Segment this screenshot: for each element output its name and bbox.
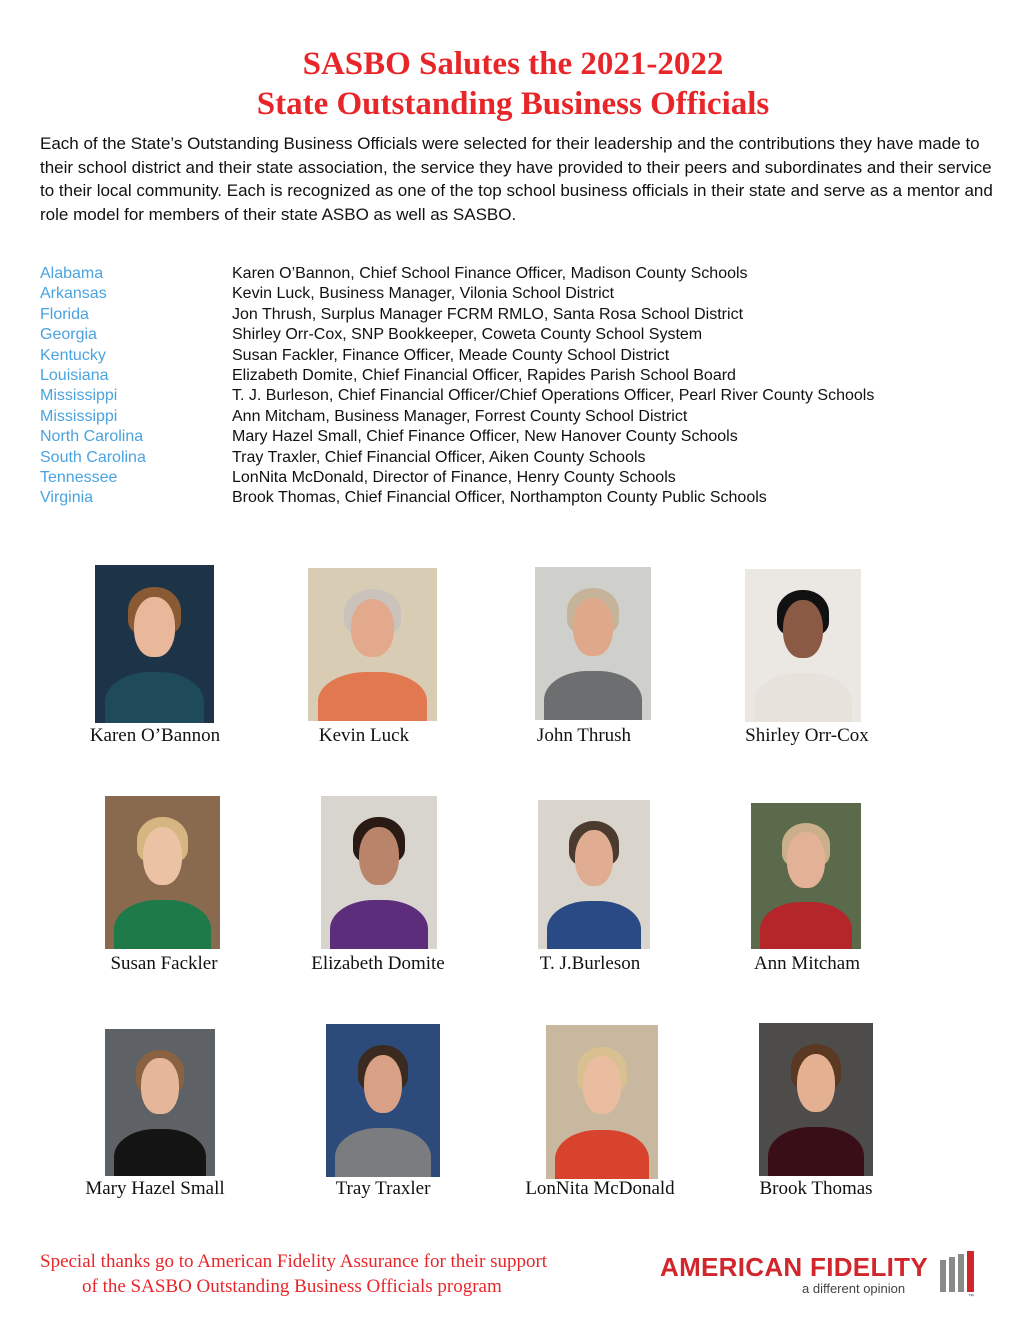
logo-tagline: a different opinion xyxy=(802,1281,906,1296)
portrait-caption: Mary Hazel Small xyxy=(85,1178,225,1199)
roster-person: Shirley Orr-Cox, SNP Bookkeeper, Coweta County School System xyxy=(232,326,703,344)
roster-state: Alabama xyxy=(40,265,104,282)
photo-clothes xyxy=(768,1127,864,1176)
photo-clothes xyxy=(105,672,205,723)
photo-face xyxy=(359,827,398,885)
roster-person: Jon Thrush, Surplus Manager FCRM RMLO, Santa Rosa School District xyxy=(232,305,744,323)
portrait-photo xyxy=(546,1025,658,1179)
portrait-photo xyxy=(535,567,651,720)
portrait-photo xyxy=(751,803,861,949)
roster-row xyxy=(40,448,1000,468)
page-title xyxy=(0,44,1026,124)
roster-row xyxy=(40,366,1000,386)
portrait-caption: John Thrush xyxy=(536,725,632,746)
roster-row xyxy=(40,284,1000,304)
photo-clothes xyxy=(760,902,852,949)
roster-row xyxy=(40,488,1000,508)
roster-person: Kevin Luck, Business Manager, Vilonia School District xyxy=(232,285,615,303)
roster-row xyxy=(40,264,1000,284)
roster-row xyxy=(40,325,1000,345)
logo-wordmark: AMERICAN FIDELITY xyxy=(660,1252,928,1282)
roster-person: LonNita McDonald, Director of Finance, Henry County Schools xyxy=(232,468,676,486)
title-line-1: SASBO Salutes the 2021-2022 xyxy=(302,46,724,83)
portrait-photo xyxy=(308,568,437,721)
portrait-caption: Ann Mitcham xyxy=(753,953,861,974)
roster-state: Tennessee xyxy=(40,468,118,486)
roster-row xyxy=(40,305,1000,325)
photo-face xyxy=(141,1058,178,1114)
portrait-caption: Karen O’Bannon xyxy=(89,725,221,746)
portrait-photo xyxy=(759,1023,873,1176)
logo-trademark: ™ xyxy=(968,1294,974,1298)
photo-clothes xyxy=(547,901,641,949)
roster-row xyxy=(40,346,1000,366)
roster-row xyxy=(40,407,1000,427)
photo-face xyxy=(583,1056,621,1115)
roster-state: Virginia xyxy=(40,489,94,507)
photo-face xyxy=(575,830,613,887)
photo-clothes xyxy=(335,1128,431,1177)
portrait-caption: Brook Thomas xyxy=(759,1178,873,1199)
roster-state: North Carolina xyxy=(40,428,144,446)
thanks-line-2: of the SASBO Outstanding Business Officials program xyxy=(82,1276,502,1297)
roster-row xyxy=(40,386,1000,406)
roster-list xyxy=(40,264,1000,509)
photo-clothes xyxy=(318,672,426,721)
photo-face xyxy=(787,832,824,887)
roster-state: Mississippi xyxy=(40,407,118,425)
roster-person: Tray Traxler, Chief Financial Officer, Aiken County Schools xyxy=(232,448,646,466)
portrait-photo xyxy=(321,796,437,949)
photo-face xyxy=(573,598,612,656)
photo-clothes xyxy=(544,671,641,720)
roster-state: Kentucky xyxy=(40,346,106,364)
photo-clothes xyxy=(114,900,211,949)
photo-face xyxy=(364,1055,403,1113)
portrait-photo xyxy=(745,569,861,722)
portrait-caption: T. J.Burleson xyxy=(539,953,641,974)
roster-state: Louisiana xyxy=(40,366,109,384)
portrait-caption: Shirley Orr-Cox xyxy=(745,725,869,746)
portrait-caption: Tray Traxler xyxy=(335,1178,431,1199)
roster-person: Karen O’Bannon, Chief School Finance Officer, Madison County Schools xyxy=(232,265,748,282)
portrait-caption: Elizabeth Domite xyxy=(311,953,445,974)
intro-paragraph: Each of the State’s Outstanding Business Officials were selected for their leadership and the contributions they have made to their school district and their state association, the service they have provided to their peers and subordinates and their service to their local community. Each is recognized as one of the top school business officials in their state and serve as a mentor and role model for members of their state ASBO as well as SASBO. xyxy=(40,134,993,224)
photo-face xyxy=(783,600,822,658)
photo-face xyxy=(797,1054,836,1112)
portrait-caption: Kevin Luck xyxy=(318,725,410,746)
roster-person: Ann Mitcham, Business Manager, Forrest County School District xyxy=(232,407,688,425)
roster-row xyxy=(40,427,1000,447)
roster-state: South Carolina xyxy=(40,448,146,466)
photo-clothes xyxy=(555,1130,649,1179)
roster-person: T. J. Burleson, Chief Financial Officer/Chief Operations Officer, Pearl River County Schools xyxy=(232,387,875,405)
photo-face xyxy=(143,827,182,885)
american-fidelity-logo xyxy=(660,1248,990,1304)
roster-row xyxy=(40,468,1000,488)
thanks-line-1: Special thanks go to American Fidelity Assurance for their support xyxy=(40,1251,548,1272)
roster-state: Georgia xyxy=(40,326,97,344)
logo-bars-icon xyxy=(938,1250,980,1298)
sponsor-thanks xyxy=(40,1249,620,1299)
portrait-photo xyxy=(538,800,650,949)
roster-state: Florida xyxy=(40,305,89,323)
portrait-photo xyxy=(105,1029,215,1176)
roster-person: Mary Hazel Small, Chief Finance Officer, New Hanover County Schools xyxy=(232,428,738,446)
photo-clothes xyxy=(754,673,851,722)
portrait-caption: LonNita McDonald xyxy=(525,1178,675,1199)
photo-clothes xyxy=(114,1129,206,1176)
portrait-photo xyxy=(105,796,220,949)
roster-state: Arkansas xyxy=(40,285,107,303)
roster-state: Mississippi xyxy=(40,387,118,405)
roster-person: Elizabeth Domite, Chief Financial Officer, Rapides Parish School Board xyxy=(232,366,736,384)
title-line-2: State Outstanding Business Officials xyxy=(256,86,770,123)
roster-person: Susan Fackler, Finance Officer, Meade County School District xyxy=(232,346,670,364)
roster-person: Brook Thomas, Chief Financial Officer, Northampton County Public Schools xyxy=(232,489,767,507)
photo-clothes xyxy=(330,900,427,949)
portrait-photo xyxy=(326,1024,440,1177)
portrait-caption: Susan Fackler xyxy=(110,953,218,974)
portrait-photo xyxy=(95,565,214,723)
photo-face xyxy=(351,599,395,657)
photo-face xyxy=(134,597,174,657)
